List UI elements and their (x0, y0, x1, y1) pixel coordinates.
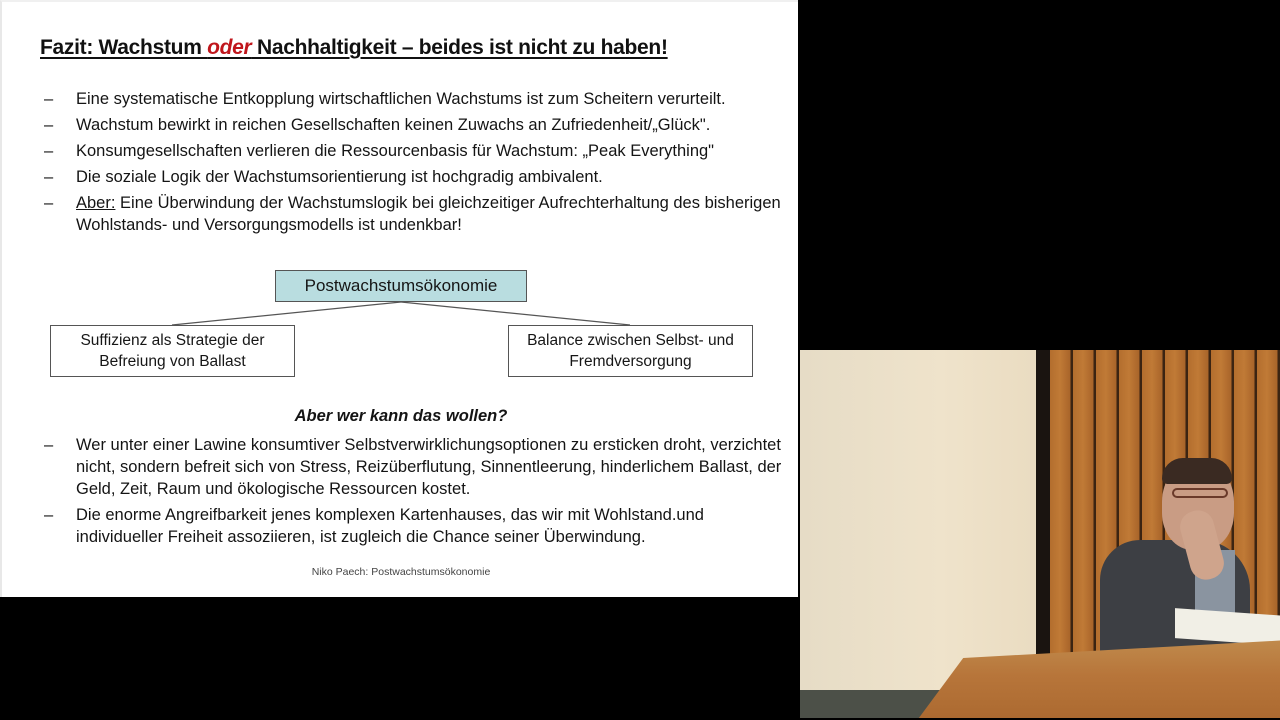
bullet-item (44, 192, 784, 236)
dash-bullet-icon: – (44, 436, 54, 454)
dash-bullet-icon: – (44, 116, 54, 134)
bullet-list-bottom (44, 434, 794, 552)
glasses-icon (1172, 488, 1228, 498)
diagram-root-box: Postwachstumsökonomie (275, 270, 527, 302)
slide-footer-source: Niko Paech: Postwachstumsökonomie (311, 566, 491, 578)
bullet-text: Eine Überwindung der Wachstumslogik bei gleichzeitiger Aufrechterhaltung des bisherigen Wohlstands- und Versorgungsmodells ist undenkbar! (76, 194, 781, 234)
bullet-text: Wachstum bewirkt in reichen Gesellschaften keinen Zuwachs an Zufriedenheit/„Glück". (76, 116, 711, 134)
bullet-text: Konsumgesellschaften verlieren die Ressourcenbasis für Wachstum: „Peak Everything" (76, 142, 715, 160)
speaker-video-pane (800, 350, 1280, 718)
bullet-item (44, 88, 784, 110)
title-accent-word: oder (207, 36, 252, 59)
title-part-2: Nachhaltigkeit – beides ist nicht zu haben! (251, 36, 668, 59)
bullet-text: Wer unter einer Lawine konsumtiver Selbstverwirklichungsoptionen zu ersticken droht, verzichtet nicht, sondern befreit sich von Stress, Reizüberflutung, Sinnentleerung, hinderlichem Ballast, der Geld, Zeit, Raum und ökologische Ressourcen kostet. (76, 436, 782, 498)
bullet-item (44, 140, 784, 162)
slide-title (40, 36, 668, 60)
diagram-right-box: Balance zwischen Selbst- und Fremdversorgung (508, 325, 753, 377)
bullet-item (44, 504, 794, 548)
dash-bullet-icon: – (44, 142, 54, 160)
dash-bullet-icon: – (44, 90, 54, 108)
bullet-item (44, 434, 794, 500)
bullet-item (44, 166, 784, 188)
bullet-list-top (44, 88, 784, 240)
diagram-left-box: Suffizienz als Strategie der Befreiung von Ballast (50, 325, 295, 377)
bullet-item (44, 114, 784, 136)
bullet-text: Die enorme Angreifbarkeit jenes komplexen Kartenhauses, das wir mit Wohlstand.und individueller Freiheit assoziieren, ist zugleich die Chance seiner Überwindung. (76, 506, 704, 546)
slide-question: Aber wer kann das wollen? (294, 407, 508, 425)
title-part-1: Fazit: Wachstum (40, 36, 208, 59)
dash-bullet-icon: – (44, 194, 54, 212)
dash-bullet-icon: – (44, 168, 54, 186)
bullet-text: Die soziale Logik der Wachstumsorientierung ist hochgradig ambivalent. (76, 168, 603, 186)
bullet-underlined-prefix: Aber: (76, 194, 116, 212)
dash-bullet-icon: – (44, 506, 54, 524)
speaker-hair (1162, 458, 1232, 484)
bullet-text: Eine systematische Entkopplung wirtschaftlichen Wachstums ist zum Scheitern verurteilt. (76, 90, 726, 108)
